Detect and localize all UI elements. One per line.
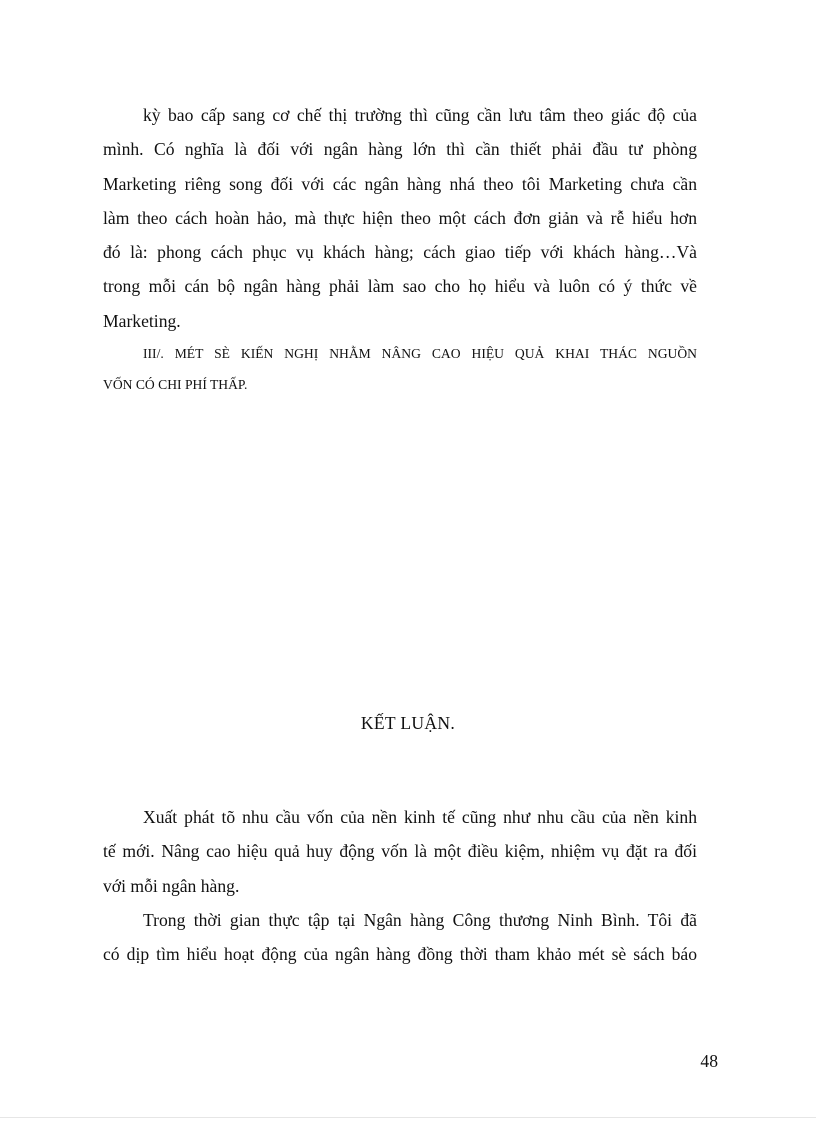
paragraph-line: trong mỗi cán bộ ngân hàng phải làm sao cho họ hiểu và luôn có ý thức về: [103, 276, 697, 297]
paragraph-line: kỳ bao cấp sang cơ chế thị trường thì cũng cần lưu tâm theo giác độ của: [143, 105, 697, 125]
paragraph-internship: [103, 903, 697, 972]
paragraph-conclusion-intro: [103, 800, 697, 903]
paragraph-line: với mỗi ngân hàng.: [103, 875, 240, 896]
section-heading-line: III/. MÉT SÈ KIẾN NGHỊ NHẰM NÂNG CAO HIỆU QUẢ KHAI THÁC NGUỒN: [143, 346, 697, 361]
paragraph-line: làm theo cách hoàn hảo, mà thực hiện theo một cách đơn giản và rễ hiểu hơn: [103, 207, 697, 228]
paragraph-line: tế mới. Nâng cao hiệu quả huy động vốn là một điều kiệm, nhiệm vụ đặt ra đối: [103, 841, 697, 862]
section-heading: [103, 338, 697, 400]
paragraph-line: đó là: phong cách phục vụ khách hàng; cách giao tiếp với khách hàng…Và: [103, 242, 697, 263]
paragraph-line: mình. Có nghĩa là đối với ngân hàng lớn thì cần thiết phải đầu tư phòng: [103, 139, 697, 160]
page-number: 48: [700, 1051, 718, 1071]
paragraph-line: Marketing riêng song đối với các ngân hàng nhá theo tôi Marketing chưa cần: [103, 173, 697, 194]
paragraph-line: Trong thời gian thực tập tại Ngân hàng Công thương Ninh Bình. Tôi đã: [143, 910, 697, 930]
paragraph-line: Marketing.: [103, 310, 181, 331]
paragraph-line: Xuất phát tõ nhu cầu vốn của nền kinh tế cũng như nhu cầu của nền kinh: [143, 807, 697, 827]
conclusion-title: KẾT LUẬN.: [360, 713, 456, 733]
paragraph-line: có dịp tìm hiểu hoạt động của ngân hàng đồng thời tham khảo mét sè sách báo: [103, 944, 697, 965]
paragraph-marketing: [103, 98, 697, 338]
section-heading-line: VỐN CÓ CHI PHÍ THẤP.: [103, 377, 248, 392]
page-bottom-divider: [0, 1117, 816, 1118]
